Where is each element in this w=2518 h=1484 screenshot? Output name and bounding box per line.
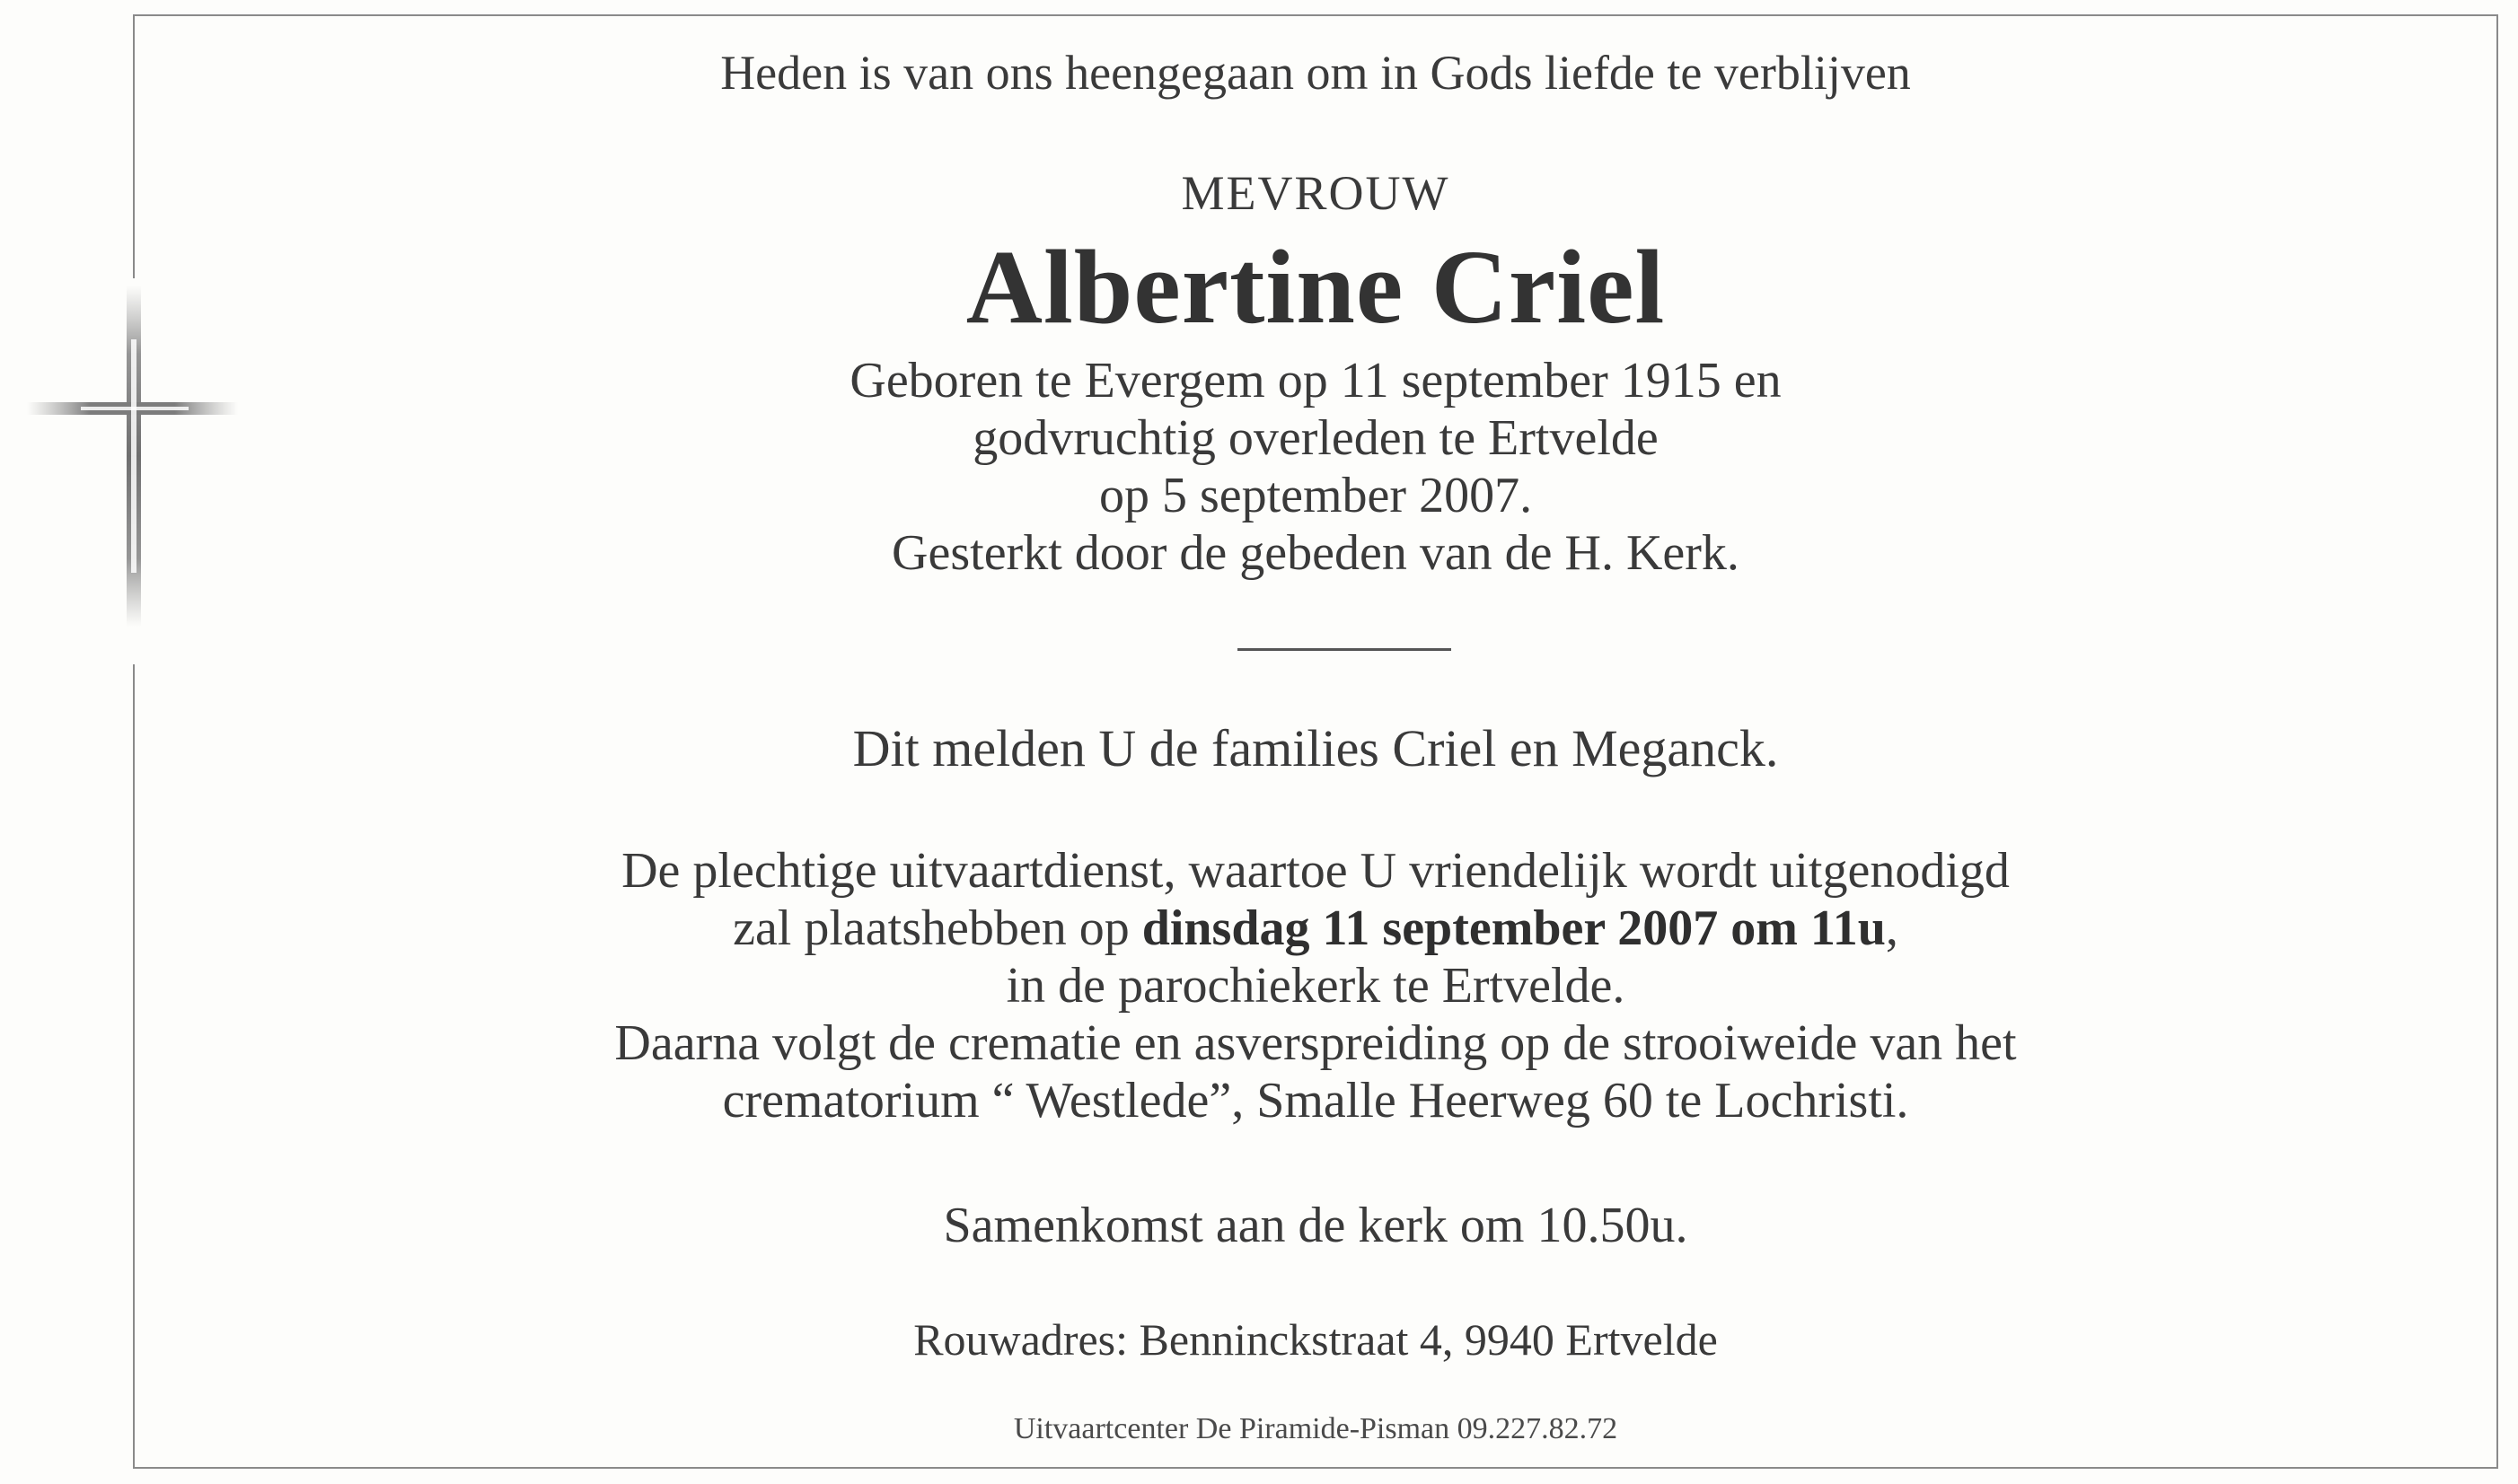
divider bbox=[1237, 648, 1451, 651]
death-line: godvruchtig overleden te Ertvelde bbox=[973, 410, 1659, 466]
title-prefix: MEVROUW bbox=[1181, 166, 1450, 220]
service-date: dinsdag 11 september 2007 om 11u bbox=[1141, 900, 1886, 956]
service-line-1: De plechtige uitvaartdienst, waartoe U vriendelijk wordt uitgenodigd bbox=[621, 843, 2010, 899]
deceased-name: Albertine Criel bbox=[965, 228, 1666, 346]
death-date-line: op 5 september 2007. bbox=[1098, 468, 1533, 523]
mourning-address: Rouwadres: Benninckstraat 4, 9940 Ertvelde bbox=[913, 1314, 1718, 1365]
families-text: Dit melden U de families Criel en Meganck. bbox=[852, 719, 1779, 777]
service-line-5: crematorium “ Westlede”, Smalle Heerweg 60 te Lochristi. bbox=[722, 1073, 1909, 1128]
service-line-3: in de parochiekerk te Ertvelde. bbox=[1006, 958, 1625, 1014]
church-line: Gesterkt door de gebeden van de H. Kerk. bbox=[892, 525, 1739, 581]
funeral-home-footer: Uitvaartcenter De Piramide-Pisman 09.227.82.72 bbox=[1013, 1412, 1618, 1445]
birth-line: Geboren te Evergem op 11 september 1915 en bbox=[850, 353, 1782, 408]
service-block bbox=[133, 842, 2498, 1129]
service-date-suffix: , bbox=[1885, 900, 1898, 956]
heading-text: Heden is van ons heengegaan om in Gods liefde te verblijven bbox=[720, 46, 1911, 100]
service-date-prefix: zal plaatshebben op bbox=[733, 900, 1142, 956]
service-line-4: Daarna volgt de crematie en asverspreiding op de strooiweide van het bbox=[614, 1015, 2017, 1071]
service-line-2 bbox=[133, 900, 2498, 957]
meeting-text: Samenkomst aan de kerk om 10.50u. bbox=[943, 1198, 1688, 1253]
birth-death-block bbox=[133, 352, 2498, 582]
